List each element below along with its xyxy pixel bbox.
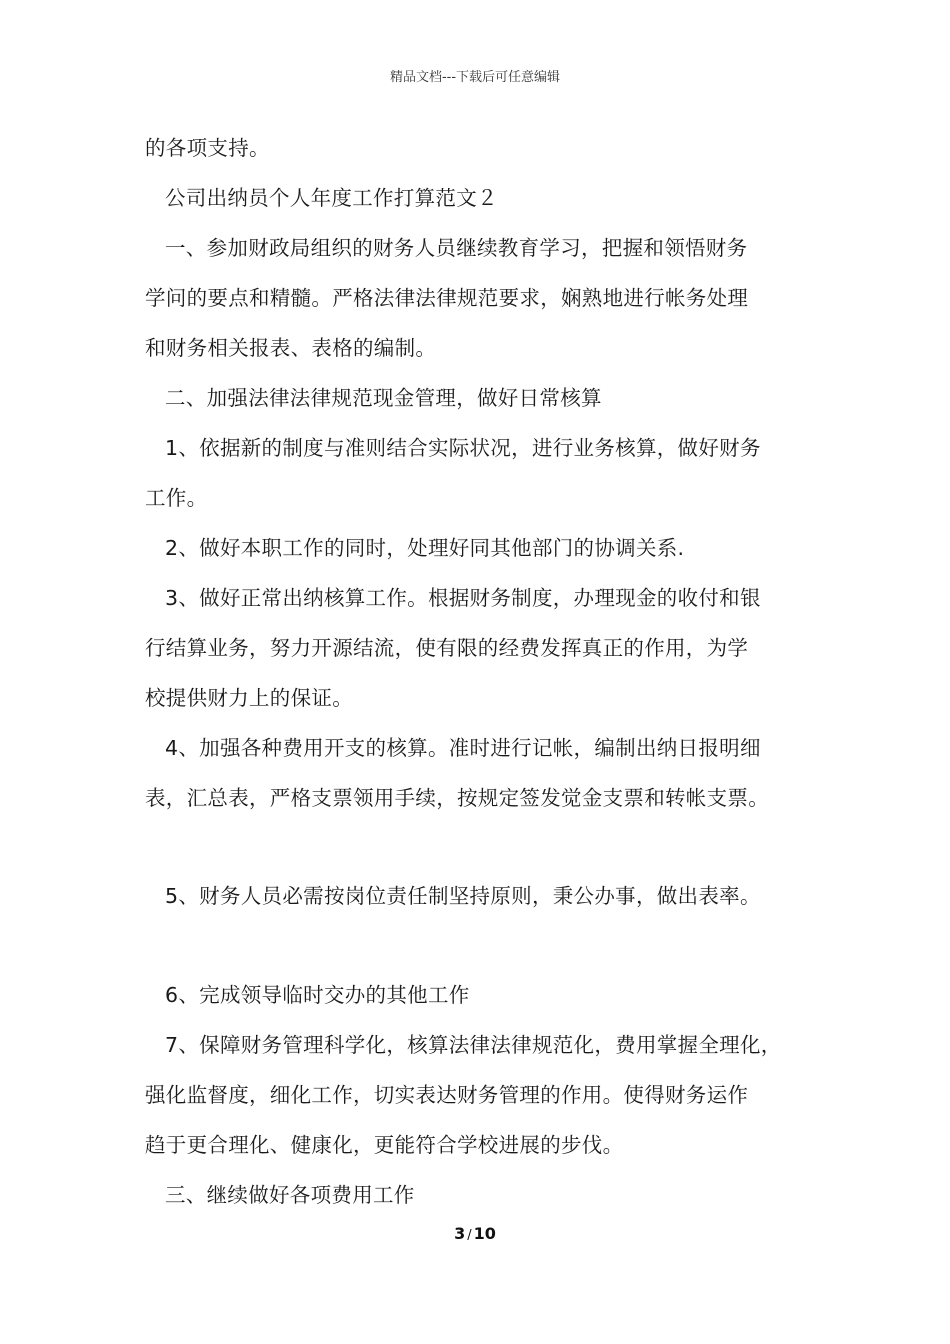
page-separator: / (467, 1228, 472, 1243)
paragraph-line: 工作。 (145, 486, 208, 510)
paragraph-line: 表，汇总表，严格支票领用手续，按规定签发觉金支票和转帐支票。 (145, 786, 769, 810)
paragraph-line: 6、完成领导临时交办的其他工作 (165, 983, 470, 1007)
paragraph-line: 和财务相关报表、表格的编制。 (145, 336, 437, 360)
section-title: 公司出纳员个人年度工作打算范文２ (165, 186, 498, 210)
paragraph-line: 校提供财力上的保证。 (145, 686, 353, 710)
paragraph-line: 4、加强各种费用开支的核算。准时进行记帐，编制出纳日报明细 (165, 736, 761, 760)
paragraph-line: 学问的要点和精髓。严格法律法律规范要求，娴熟地进行帐务处理 (145, 286, 749, 310)
paragraph-line: 2、做好本职工作的同时，处理好同其他部门的协调关系. (165, 536, 685, 560)
paragraph-line: 强化监督度，细化工作，切实表达财务管理的作用。使得财务运作 (145, 1083, 749, 1107)
current-page: 3 (454, 1224, 466, 1243)
total-pages: 10 (473, 1224, 496, 1243)
paragraph-line: 趋于更合理化、健康化，更能符合学校进展的步伐。 (145, 1133, 624, 1157)
paragraph-line: 一、参加财政局组织的财务人员继续教育学习，把握和领悟财务 (165, 236, 748, 260)
paragraph-line: 5、财务人员必需按岗位责任制坚持原则，秉公办事，做出表率。 (165, 884, 761, 908)
section-heading: 二、加强法律法律规范现金管理，做好日常核算 (165, 386, 602, 410)
paragraph-line: 3、做好正常出纳核算工作。根据财务制度，办理现金的收付和银 (165, 586, 761, 610)
page-number (0, 1224, 950, 1243)
paragraph-line: 行结算业务，努力开源结流，使有限的经费发挥真正的作用，为学 (145, 636, 749, 660)
paragraph-line: 的各项支持。 (145, 136, 270, 160)
paragraph-line: 7、保障财务管理科学化，核算法律法律规范化，费用掌握全理化， (165, 1033, 782, 1057)
header-text: 精品文档---下载后可任意编辑 (389, 70, 561, 85)
section-heading: 三、继续做好各项费用工作 (165, 1183, 415, 1207)
paragraph-line: 1、依据新的制度与准则结合实际状况，进行业务核算，做好财务 (165, 436, 761, 460)
